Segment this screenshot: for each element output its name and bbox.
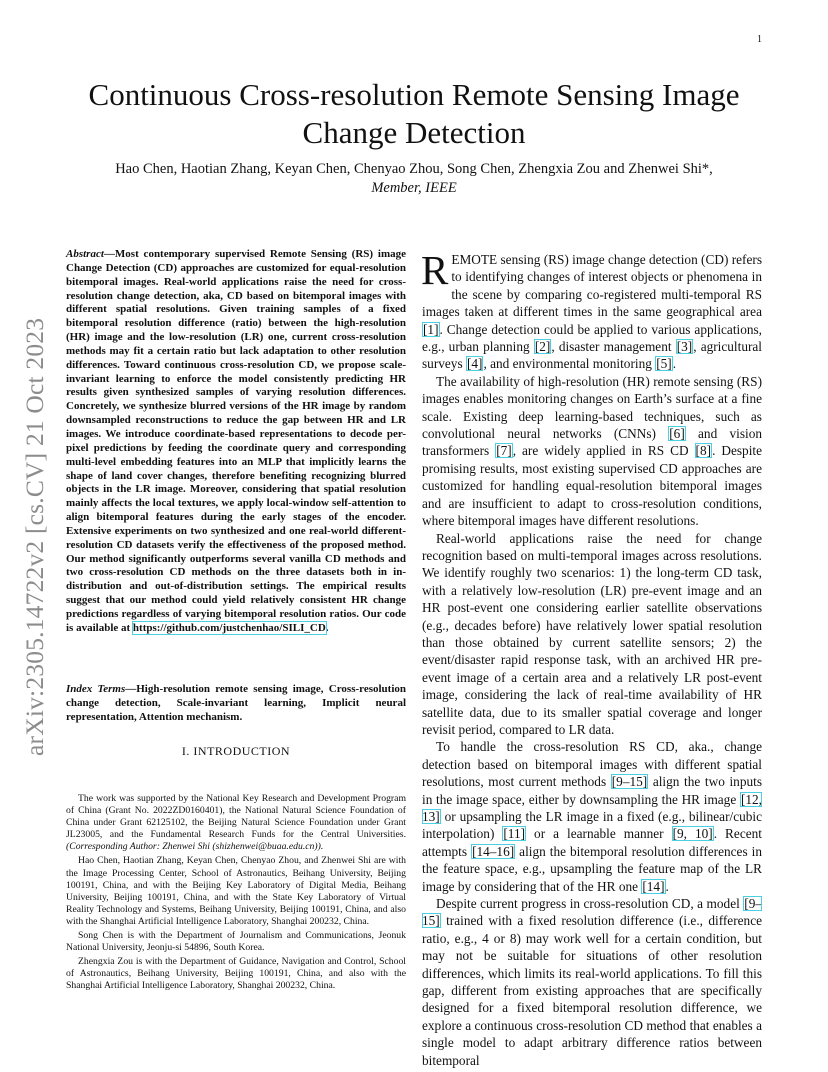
- footnote-affiliation-1: Hao Chen, Haotian Zhang, Keyan Chen, Chenyao Zhou, and Zhenwei Shi are with the Image Processing Center, School of Astronautics, Beihang University, Beijing 100191, China, and with the Beijing Key Laboratory of Digital Media, Beihang University, Beijing 100191, China, and with the State Key Laboratory of Virtual Reality Technology and Systems, Beihang University, Beijing 100191, China, and also with the Shanghai Artificial Intelligence Laboratory, Shanghai 200232, China.: [66, 855, 406, 927]
- citation-link[interactable]: [11]: [503, 826, 526, 842]
- abstract-label: Abstract: [66, 248, 104, 260]
- citation-link[interactable]: [14]: [642, 878, 665, 894]
- text-run: EMOTE sensing (RS) image change detection (CD) refers to identifying changes of interest objects or phenomena in the scene by comparing co-registered multi-temporal RS images taken at different times in the same geographical area: [422, 252, 762, 320]
- footnote-affiliation-3: Zhengxia Zou is with the Department of Guidance, Navigation and Control, School of Astronautics, Beihang University, Beijing 100191, China, and also with the Shanghai Artificial Intelligence Laboratory, Shanghai 200232, China.: [66, 956, 406, 992]
- corresponding-author: (Corresponding Author: Zhenwei Shi (shizhenwei@buaa.edu.cn)).: [66, 841, 324, 853]
- text-run: align the two inputs in the image space, either by downsampling the HR image: [422, 774, 762, 807]
- abstract: [66, 248, 406, 636]
- citation-link[interactable]: [7]: [496, 443, 512, 459]
- member-note: Member, IEEE: [371, 180, 457, 196]
- section-heading-introduction: I. INTRODUCTION: [181, 744, 291, 758]
- arxiv-identifier: arXiv:2305.14722v2 [cs.CV] 21 Oct 2023: [20, 317, 49, 756]
- citation-link[interactable]: [14–16]: [472, 843, 515, 859]
- abstract-text: Most contemporary supervised Remote Sensing (RS) image Change Detection (CD) approaches are customized for equal-resolution bitemporal images. Real-world applications raise the need for cross-resolution change detection, aka, CD based on bitemporal images with different spatial resolutions. Given training samples of a fixed bitemporal resolution difference (ratio) between the high-resolution (HR) image and the low-resolution (LR) one, current cross-resolution methods may fit a certain ratio but lack adaptation to other resolution differences. Toward continuous cross-resolution CD, we propose scale-invariant learning to enforce the model consistently predicting HR results given synthesized samples of varying resolution differences. Concretely, we synthesize blurred versions of the HR image by random downsampled reconstructions to reduce the gap between HR and LR images. We introduce coordinate-based representations to decode per-pixel predictions by feeding the coordinate query and corresponding multi-level embedding features into an MLP that implicitly learns the shape of land cover changes, therefore benefiting recognizing blurred objects in the LR image. Moreover, considering that spatial resolution mainly affects the local textures, we apply local-window self-attention to align bitemporal features during the early stages of the encoder. Extensive experiments on two synthesized and one real-world different-resolution CD datasets verify the effectiveness of the proposed method. Our method significantly outperforms several vanilla CD methods and two cross-resolution CD methods on the three datasets both in in-distribution and out-of-distribution settings. The empirical results suggest that our method could yield relatively consistent HR change predictions regardless of varying bitemporal resolution ratios. Our code is available at: [66, 248, 406, 634]
- footnote-affiliation-2: Song Chen is with the Department of Journalism and Communications, Jeonuk National University, Jeonju-si 54896, South Korea.: [66, 930, 406, 954]
- index-terms: [66, 683, 406, 725]
- paragraph-3: Real-world applications raise the need for change recognition based on multi-temporal images across resolutions. We identify roughly two scenarios: 1) the long-term CD task, with a relatively low-resolution (LR) pre-event image and an HR post-event one considering earlier satellite observations (e.g., decades before) have relatively lower spatial resolution than those obtained by current satellite sensors; 2) the event/disaster rapid response task, with an archived HR pre-event image of a certain area and a relatively LR post-event image, considering the lack of real-time availability of HR satellite data, due to its smaller spatial coverage and longer revisit period, compared to LR data.: [422, 530, 762, 737]
- text-run: . Change detection could be applied to various applications, e.g., urban planning: [422, 321, 762, 355]
- paragraph-2: [422, 373, 762, 530]
- text-run: The availability of high-resolution (HR) remote sensing (RS) images enables monitoring changes on Earth’s surface at a fine scale. Existing deep learning-based techniques, such as convolutional neural networks (CNNs): [422, 373, 762, 442]
- footnotes: [66, 793, 406, 995]
- code-repository-link[interactable]: https://github.com/justchenhao/SILI_CD: [132, 621, 326, 634]
- footnote-funding: [66, 793, 406, 853]
- page-number: 1: [757, 34, 762, 45]
- index-terms-text: High-resolution remote sensing image, Cross-resolution change detection, Scale-invariant learning, Implicit neural representation, Attention mechanism.: [66, 683, 406, 723]
- citation-link[interactable]: [9, 10]: [672, 826, 713, 842]
- text-run: , and environmental monitoring: [483, 356, 656, 372]
- text-run: . Recent attempts: [422, 826, 762, 859]
- text-run: and vision transformers: [422, 426, 762, 459]
- text-run: To handle the cross-resolution RS CD, aka., change detection based on bitemporal images with different spatial resolutions, most current methods: [422, 739, 762, 790]
- citation-link[interactable]: [4]: [466, 356, 483, 372]
- paragraph-1: [421, 247, 762, 373]
- citation-link[interactable]: [8]: [695, 443, 712, 459]
- funding-text: The work was supported by the National Key Research and Development Program of China (Grant No. 2022ZD0160401), the National Natural Science Foundation of China under Grant 62125102, the Beijing Natural Science Foundation under Grant JL23005, and the Fundamental Research Funds for the Central Universities.: [66, 793, 406, 841]
- paragraph-4: [422, 738, 762, 895]
- introduction-body: [421, 247, 762, 1069]
- index-terms-label: Index Terms: [66, 683, 126, 695]
- paper-title: Continuous Cross-resolution Remote Sensing Image Change Detection: [88, 77, 740, 150]
- text-run: align the bitemporal resolution differences in the feature space, e.g., upsampling the feature map of the LR image by considering that of the HR one: [422, 843, 762, 894]
- text-run: , disaster management: [551, 339, 676, 355]
- citation-link[interactable]: [9–15]: [422, 896, 762, 929]
- abstract-dash: —: [103, 248, 115, 260]
- author-names: Hao Chen, Haotian Zhang, Keyan Chen, Chenyao Zhou, Song Chen, Zhengxia Zou and Zhenwei Shi*,: [115, 161, 713, 177]
- text-run: Despite current progress in cross-resolution CD, a model: [436, 896, 744, 912]
- citation-link[interactable]: [5]: [656, 356, 672, 372]
- citation-link[interactable]: [2]: [534, 339, 551, 355]
- text-run: , agricultural surveys: [422, 339, 762, 372]
- text-run: . Despite promising results, most existing supervised CD approaches are customized for handling equal-resolution bitemporal images and are insufficient to adapt to cross-resolution conditions, where bitemporal images have different resolutions.: [422, 443, 762, 529]
- text-run: .: [672, 356, 677, 372]
- citation-link[interactable]: [6]: [669, 426, 685, 442]
- paragraph-5: [422, 895, 762, 1069]
- author-list: [110, 160, 718, 198]
- citation-link[interactable]: [12, 13]: [422, 791, 762, 824]
- abstract-end: .: [325, 621, 329, 634]
- text-run: trained with a fixed resolution difference (i.e., difference ratio, e.g., 4 or 8) may work well for a certain condition, but may not be suitable for situations of other resolution differences, which limits its real-world applications. To fill this gap, different from existing approaches that are specifically designed for a fixed bitemporal resolution difference, we explore a continuous cross-resolution CD method that enables a single model to adapt arbitrary difference ratios between bitemporal: [422, 913, 762, 1068]
- index-terms-dash: —: [125, 683, 137, 695]
- text-run: , are widely applied in RS CD: [512, 443, 695, 459]
- text-run: or a learnable manner: [526, 826, 672, 842]
- citation-link[interactable]: [3]: [676, 339, 693, 355]
- text-run: .: [665, 878, 669, 894]
- drop-cap: R: [421, 247, 449, 293]
- citation-link[interactable]: [1]: [423, 321, 439, 337]
- text-run: or upsampling the LR image in a fixed (e.g., bilinear/cubic interpolation): [422, 809, 762, 842]
- citation-link[interactable]: [9–15]: [611, 774, 648, 790]
